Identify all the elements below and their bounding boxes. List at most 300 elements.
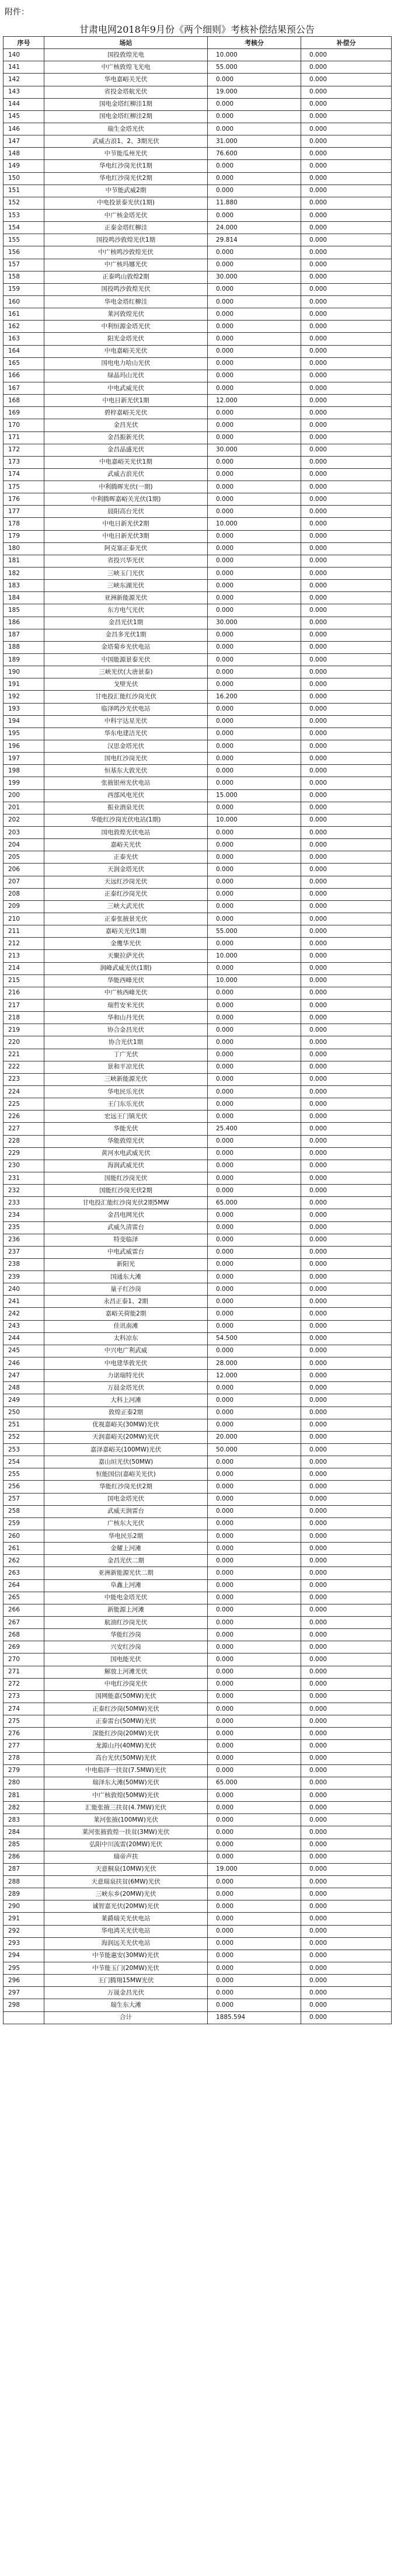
row-seq: 156 [4, 246, 44, 259]
row-score: 10.000 [208, 518, 301, 530]
table-row [4, 395, 392, 407]
table-row [4, 1543, 392, 1555]
page-title: 甘肃电网2018年9月份《两个细则》考核补偿结果预公告 [79, 24, 315, 35]
table-row [4, 382, 392, 394]
row-score: 30.000 [208, 271, 301, 283]
row-station: 中电武威雷台 [44, 1246, 208, 1258]
row-compensation: 0.000 [301, 962, 392, 974]
row-seq: 183 [4, 580, 44, 592]
row-seq: 254 [4, 1456, 44, 1468]
row-station: 国投鸣沙敦煌光伏 [44, 283, 208, 295]
row-score: 0.000 [208, 1690, 301, 1703]
row-seq: 160 [4, 295, 44, 308]
row-score: 19.000 [208, 1863, 301, 1875]
row-score: 0.000 [208, 1567, 301, 1579]
table-row [4, 1431, 392, 1443]
table-row [4, 1925, 392, 1937]
table-row [4, 1740, 392, 1752]
row-compensation: 0.000 [301, 1049, 392, 1061]
row-seq: 166 [4, 370, 44, 382]
row-seq: 143 [4, 86, 44, 98]
row-seq: 271 [4, 1666, 44, 1678]
table-row [4, 1370, 392, 1382]
row-score: 55.000 [208, 61, 301, 74]
row-seq: 286 [4, 1851, 44, 1863]
table-row [4, 1271, 392, 1283]
row-seq: 237 [4, 1246, 44, 1258]
table-row [4, 1357, 392, 1370]
row-station: 三峡新能源光伏 [44, 1073, 208, 1085]
row-score: 0.000 [208, 456, 301, 468]
row-seq: 291 [4, 1913, 44, 1925]
row-seq: 192 [4, 691, 44, 703]
row-score: 15.000 [208, 789, 301, 802]
table-row [4, 1555, 392, 1567]
row-compensation: 0.000 [301, 321, 392, 333]
row-compensation: 0.000 [301, 1308, 392, 1320]
row-seq: 276 [4, 1728, 44, 1740]
row-compensation: 0.000 [301, 950, 392, 962]
row-score: 0.000 [208, 1296, 301, 1308]
table-row [4, 1419, 392, 1431]
row-station: 深能红沙岗(20MW)光伏 [44, 1728, 208, 1740]
table-row [4, 1987, 392, 1999]
row-score: 0.000 [208, 1209, 301, 1221]
table-row [4, 987, 392, 999]
row-station: 正泰张掖景光伏 [44, 913, 208, 925]
row-score: 0.000 [208, 1098, 301, 1111]
table-row [4, 555, 392, 567]
row-compensation: 0.000 [301, 1653, 392, 1666]
row-compensation: 0.000 [301, 1604, 392, 1616]
row-score: 19.000 [208, 86, 301, 98]
row-score: 0.000 [208, 568, 301, 580]
row-seq: 285 [4, 1839, 44, 1851]
row-station: 碧梓嘉峪关光伏 [44, 407, 208, 419]
total-score: 1885.594 [208, 2011, 301, 2024]
row-station: 正泰雷台(50MW)光伏 [44, 1715, 208, 1728]
row-compensation: 0.000 [301, 580, 392, 592]
row-station: 金昌光伏1期 [44, 617, 208, 629]
row-station: 甘电投汇能红沙岗光伏2期5MW [44, 1197, 208, 1209]
row-station: 金昌电网光伏 [44, 1209, 208, 1221]
table-row [4, 962, 392, 974]
row-compensation: 0.000 [301, 1332, 392, 1345]
table-row [4, 592, 392, 604]
row-score: 0.000 [208, 382, 301, 394]
row-compensation: 0.000 [301, 1382, 392, 1394]
table-row [4, 197, 392, 209]
row-station: 晨阳高台光伏 [44, 506, 208, 518]
row-station: 嘉峪关荷能2期 [44, 1308, 208, 1320]
row-seq: 167 [4, 382, 44, 394]
table-row [4, 666, 392, 678]
row-score: 0.000 [208, 1407, 301, 1419]
row-score: 0.000 [208, 1185, 301, 1197]
row-score: 0.000 [208, 1666, 301, 1678]
row-score: 0.000 [208, 308, 301, 321]
row-station: 新能源上河滩 [44, 1604, 208, 1616]
row-seq: 225 [4, 1098, 44, 1111]
table-row [4, 185, 392, 197]
row-seq: 174 [4, 468, 44, 481]
row-score: 0.000 [208, 641, 301, 653]
table-row [4, 839, 392, 851]
row-seq: 157 [4, 259, 44, 271]
row-score: 28.000 [208, 1357, 301, 1370]
row-compensation: 0.000 [301, 802, 392, 814]
table-row [4, 1345, 392, 1357]
row-station: 阳光金塔光伏 [44, 333, 208, 345]
row-station: 中广核敦煌(50MW)光伏 [44, 1789, 208, 1801]
table-row [4, 604, 392, 617]
table-row [4, 1296, 392, 1308]
row-station: 华电民乐光伏 [44, 1085, 208, 1098]
row-seq: 144 [4, 98, 44, 110]
row-compensation: 0.000 [301, 827, 392, 839]
row-seq: 159 [4, 283, 44, 295]
row-compensation: 0.000 [301, 222, 392, 234]
table-row [4, 740, 392, 753]
row-score: 0.000 [208, 506, 301, 518]
row-seq: 195 [4, 727, 44, 740]
table-row [4, 321, 392, 333]
row-seq: 161 [4, 308, 44, 321]
row-score: 0.000 [208, 1147, 301, 1160]
row-compensation: 0.000 [301, 481, 392, 493]
row-score: 0.000 [208, 493, 301, 506]
row-score: 65.000 [208, 1777, 301, 1789]
row-seq: 226 [4, 1111, 44, 1123]
row-seq: 273 [4, 1690, 44, 1703]
row-seq: 152 [4, 197, 44, 209]
row-compensation: 0.000 [301, 789, 392, 802]
row-score: 0.000 [208, 864, 301, 876]
row-seq: 275 [4, 1715, 44, 1728]
row-score: 0.000 [208, 1394, 301, 1407]
row-seq: 168 [4, 395, 44, 407]
row-station: 金鹰华光伏 [44, 938, 208, 950]
table-row [4, 1579, 392, 1592]
table-row [4, 1888, 392, 1900]
row-score: 0.000 [208, 888, 301, 900]
row-compensation: 0.000 [301, 814, 392, 826]
table-row [4, 123, 392, 135]
row-station: 阿克塞正泰光伏 [44, 542, 208, 555]
row-station: 中电红沙岗光伏 [44, 1678, 208, 1690]
row-station: 海润远关光伏电站 [44, 1937, 208, 1950]
row-station: 国电能光伏 [44, 1653, 208, 1666]
row-compensation: 0.000 [301, 123, 392, 135]
row-station: 优视嘉峪关(30MW)光伏 [44, 1419, 208, 1431]
row-score: 0.000 [208, 98, 301, 110]
row-station: 华和山丹光伏 [44, 1012, 208, 1024]
row-compensation: 0.000 [301, 1493, 392, 1505]
row-compensation: 0.000 [301, 1468, 392, 1481]
table-row [4, 1234, 392, 1246]
table-row [4, 98, 392, 110]
row-compensation: 0.000 [301, 1690, 392, 1703]
row-seq: 147 [4, 135, 44, 148]
table-row [4, 1456, 392, 1468]
row-compensation: 0.000 [301, 1950, 392, 1962]
row-station: 中节能惠安(30MW)光伏 [44, 1950, 208, 1962]
row-compensation: 0.000 [301, 555, 392, 567]
table-row [4, 1505, 392, 1517]
table-row [4, 1666, 392, 1678]
row-compensation: 0.000 [301, 357, 392, 370]
row-seq: 228 [4, 1135, 44, 1147]
table-row [4, 1221, 392, 1234]
row-seq: 217 [4, 999, 44, 1011]
table-row [4, 148, 392, 160]
table-row [4, 1061, 392, 1073]
table-row [4, 1863, 392, 1875]
row-score: 0.000 [208, 1814, 301, 1826]
row-seq: 227 [4, 1123, 44, 1135]
row-seq: 251 [4, 1419, 44, 1431]
table-row [4, 888, 392, 900]
row-seq: 201 [4, 802, 44, 814]
row-score: 0.000 [208, 259, 301, 271]
row-score: 0.000 [208, 1172, 301, 1184]
table-row [4, 1653, 392, 1666]
row-station: 中节能瓜州光伏 [44, 148, 208, 160]
row-station: 国能红沙岗光伏 [44, 1172, 208, 1184]
row-seq: 191 [4, 678, 44, 691]
row-score: 0.000 [208, 827, 301, 839]
row-compensation: 0.000 [301, 1703, 392, 1715]
row-compensation: 0.000 [301, 1444, 392, 1456]
row-compensation: 0.000 [301, 1111, 392, 1123]
table-row [4, 1407, 392, 1419]
row-seq: 186 [4, 617, 44, 629]
row-seq: 140 [4, 49, 44, 61]
row-score: 0.000 [208, 1728, 301, 1740]
row-seq: 178 [4, 518, 44, 530]
row-station: 中广核玛娜光伏 [44, 259, 208, 271]
table-row [4, 1135, 392, 1147]
row-compensation: 0.000 [301, 1061, 392, 1073]
row-station: 敦煌正泰2期 [44, 1407, 208, 1419]
row-station: 高台光伏(50MW)光伏 [44, 1752, 208, 1764]
row-seq: 270 [4, 1653, 44, 1666]
row-station: 中节能玉门(20MW)光伏 [44, 1962, 208, 1974]
row-score: 12.000 [208, 1370, 301, 1382]
row-compensation: 0.000 [301, 370, 392, 382]
row-compensation: 0.000 [301, 1975, 392, 1987]
row-station: 金昌光伏 [44, 419, 208, 431]
row-seq: 141 [4, 61, 44, 74]
table-row [4, 431, 392, 444]
row-seq: 202 [4, 814, 44, 826]
row-seq: 294 [4, 1950, 44, 1962]
row-compensation: 0.000 [301, 456, 392, 468]
row-score: 0.000 [208, 172, 301, 185]
row-seq: 180 [4, 542, 44, 555]
row-score: 0.000 [208, 1530, 301, 1543]
row-score: 0.000 [208, 1481, 301, 1493]
row-compensation: 0.000 [301, 1394, 392, 1407]
row-score: 0.000 [208, 1246, 301, 1258]
row-score: 0.000 [208, 678, 301, 691]
header-station: 场站 [44, 37, 208, 49]
table-row [4, 283, 392, 295]
row-score: 24.000 [208, 222, 301, 234]
row-compensation: 0.000 [301, 518, 392, 530]
row-station: 中电建华敦光伏 [44, 1357, 208, 1370]
table-row [4, 1098, 392, 1111]
row-seq: 290 [4, 1900, 44, 1913]
row-station: 省投兴华光伏 [44, 555, 208, 567]
row-seq: 229 [4, 1147, 44, 1160]
row-station: 嘉峪关光伏 [44, 839, 208, 851]
row-compensation: 0.000 [301, 654, 392, 666]
row-score: 25.400 [208, 1123, 301, 1135]
row-score: 0.000 [208, 703, 301, 715]
row-compensation: 0.000 [301, 913, 392, 925]
row-seq: 184 [4, 592, 44, 604]
row-compensation: 0.000 [301, 1012, 392, 1024]
row-station: 省投金塔航光伏 [44, 86, 208, 98]
row-score: 0.000 [208, 1456, 301, 1468]
row-station: 丁广光伏 [44, 1049, 208, 1061]
row-seq: 149 [4, 160, 44, 172]
row-score: 0.000 [208, 209, 301, 221]
row-compensation: 0.000 [301, 1740, 392, 1752]
table-row [4, 1258, 392, 1270]
row-compensation: 0.000 [301, 506, 392, 518]
table-row [4, 481, 392, 493]
table-row [4, 259, 392, 271]
row-score: 0.000 [208, 345, 301, 357]
row-seq: 258 [4, 1505, 44, 1517]
row-compensation: 0.000 [301, 1567, 392, 1579]
row-station: 龙源山丹(40MW)光伏 [44, 1740, 208, 1752]
row-station: 金耀上河滩 [44, 1543, 208, 1555]
row-compensation: 0.000 [301, 1592, 392, 1604]
row-seq: 269 [4, 1641, 44, 1653]
row-score: 10.000 [208, 974, 301, 987]
row-seq: 230 [4, 1160, 44, 1172]
table-row [4, 1185, 392, 1197]
row-compensation: 0.000 [301, 407, 392, 419]
table-row [4, 1160, 392, 1172]
table-row [4, 1839, 392, 1851]
table-row [4, 851, 392, 864]
row-score: 0.000 [208, 1049, 301, 1061]
row-station: 金昌光伏二期 [44, 1555, 208, 1567]
row-seq: 293 [4, 1937, 44, 1950]
row-station: 汉思金塔光伏 [44, 740, 208, 753]
row-compensation: 0.000 [301, 185, 392, 197]
row-score: 0.000 [208, 900, 301, 913]
row-seq: 246 [4, 1357, 44, 1370]
row-score: 0.000 [208, 1839, 301, 1851]
row-score: 0.000 [208, 1851, 301, 1863]
row-score: 0.000 [208, 1061, 301, 1073]
table-row [4, 1246, 392, 1258]
row-score: 0.000 [208, 1382, 301, 1394]
row-station: 力诺瑞特光伏 [44, 1370, 208, 1382]
row-station: 华能红沙岗光伏2期 [44, 1481, 208, 1493]
row-compensation: 0.000 [301, 1913, 392, 1925]
row-compensation: 0.000 [301, 1925, 392, 1937]
header-seq: 序号 [4, 37, 44, 49]
row-station: 绿晶玛山光伏 [44, 370, 208, 382]
row-compensation: 0.000 [301, 1752, 392, 1764]
row-score: 0.000 [208, 715, 301, 727]
row-station: 恒基东大敦光伏 [44, 765, 208, 777]
table-row [4, 827, 392, 839]
row-seq: 250 [4, 1407, 44, 1419]
row-seq: 279 [4, 1764, 44, 1777]
row-compensation: 0.000 [301, 617, 392, 629]
table-row [4, 1517, 392, 1530]
row-compensation: 0.000 [301, 1530, 392, 1543]
row-station: 华电红沙岗光伏1期 [44, 160, 208, 172]
table-row [4, 542, 392, 555]
row-compensation: 0.000 [301, 938, 392, 950]
row-compensation: 0.000 [301, 1024, 392, 1036]
row-score: 12.000 [208, 395, 301, 407]
table-row [4, 209, 392, 221]
row-compensation: 0.000 [301, 1160, 392, 1172]
row-compensation: 0.000 [301, 1271, 392, 1283]
row-seq: 182 [4, 568, 44, 580]
table-row [4, 333, 392, 345]
table-row [4, 568, 392, 580]
row-seq: 223 [4, 1073, 44, 1085]
row-score: 0.000 [208, 370, 301, 382]
row-compensation: 0.000 [301, 629, 392, 641]
row-compensation: 0.000 [301, 1407, 392, 1419]
row-compensation: 0.000 [301, 444, 392, 456]
row-compensation: 0.000 [301, 1147, 392, 1160]
row-compensation: 0.000 [301, 1863, 392, 1875]
row-seq: 194 [4, 715, 44, 727]
row-score: 0.000 [208, 913, 301, 925]
table-row [4, 876, 392, 888]
row-seq: 177 [4, 506, 44, 518]
table-row [4, 938, 392, 950]
row-compensation: 0.000 [301, 703, 392, 715]
row-compensation: 0.000 [301, 1246, 392, 1258]
row-score: 0.000 [208, 876, 301, 888]
row-station: 国投鸣沙敦煌光伏1期 [44, 234, 208, 246]
row-score: 0.000 [208, 753, 301, 765]
row-station: 王门东乐光伏 [44, 1098, 208, 1111]
row-station: 振业酒泉光伏 [44, 802, 208, 814]
table-row [4, 789, 392, 802]
row-station: 国能红沙岗光伏2期 [44, 1185, 208, 1197]
table-row [4, 1036, 392, 1049]
header-compensation: 补偿分 [301, 37, 392, 49]
row-station: 中广核鸣沙敦煌光伏 [44, 246, 208, 259]
row-station: 正泰红沙岗(50MW)光伏 [44, 1703, 208, 1715]
row-compensation: 0.000 [301, 925, 392, 938]
row-score: 0.000 [208, 987, 301, 999]
row-score: 0.000 [208, 1617, 301, 1629]
row-compensation: 0.000 [301, 98, 392, 110]
table-row [4, 1900, 392, 1913]
row-score: 29.814 [208, 234, 301, 246]
row-seq: 298 [4, 1999, 44, 2011]
row-score: 65.000 [208, 1197, 301, 1209]
row-score: 0.000 [208, 1900, 301, 1913]
row-seq: 213 [4, 950, 44, 962]
row-compensation: 0.000 [301, 1234, 392, 1246]
